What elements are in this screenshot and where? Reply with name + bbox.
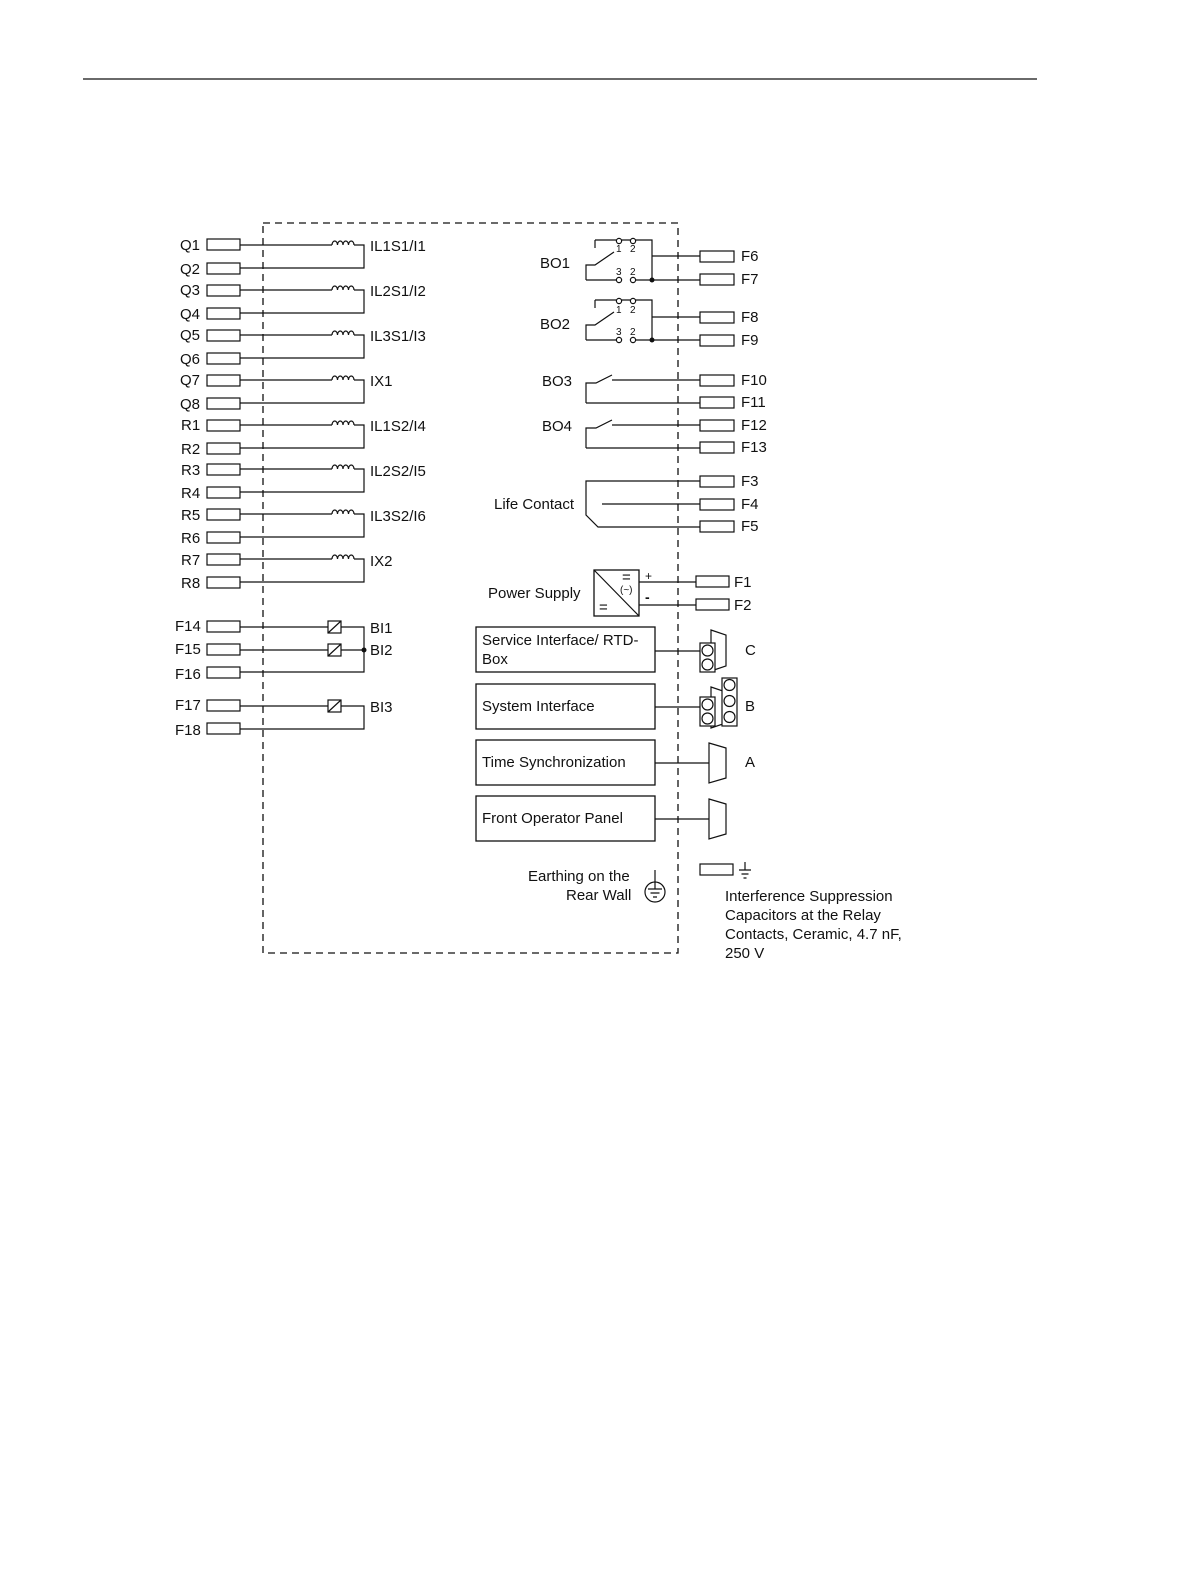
terminal-box	[700, 476, 734, 487]
contact-number: 2	[630, 267, 636, 278]
terminal-label: R2	[181, 441, 201, 458]
ct-wiring	[240, 469, 364, 492]
polarity-minus: -	[645, 589, 650, 605]
ct-wiring	[240, 425, 364, 448]
terminal-label: F18	[175, 722, 201, 739]
contact-number: 2	[630, 327, 636, 338]
ct-inputs-group	[207, 239, 364, 588]
ct-input-label: IL1S2/I4	[370, 418, 426, 435]
terminal-box	[696, 576, 729, 587]
optocoupler-icon	[328, 644, 341, 656]
terminal-label: F10	[741, 372, 767, 389]
contact-number: 2	[630, 244, 636, 255]
terminal-box	[700, 274, 734, 285]
bo3-normally-open-contact	[586, 375, 700, 403]
terminal-box	[700, 499, 734, 510]
terminal-box	[207, 464, 240, 475]
binary-input-label: BI2	[370, 642, 393, 659]
terminal-label: R8	[181, 575, 201, 592]
binary-output-label: BO4	[542, 418, 573, 435]
ct-input-label: IL3S2/I6	[370, 508, 426, 525]
connector-c-icon	[700, 630, 726, 672]
contact-number: 2	[630, 305, 636, 316]
bo1-changeover-contact	[586, 238, 700, 282]
terminal-box	[700, 397, 734, 408]
terminal-box	[696, 599, 729, 610]
terminal-box	[207, 285, 240, 296]
terminal-label: F1	[734, 574, 752, 591]
terminal-box	[700, 420, 734, 431]
terminal-label: R1	[181, 417, 201, 434]
ct-wiring	[240, 380, 364, 403]
interface-label: Service Interface/ RTD-	[482, 632, 639, 649]
ct-coil-icon	[332, 510, 354, 514]
suppression-note: Interference Suppression	[725, 888, 893, 905]
suppression-note: 250 V	[725, 945, 765, 962]
ct-input-label: IL1S1/I1	[370, 238, 426, 255]
port-label: A	[745, 754, 756, 771]
earthing-label: Earthing on the	[528, 868, 630, 885]
binary-inputs-group	[207, 621, 367, 734]
terminal-box	[207, 723, 240, 734]
earth-icon	[645, 870, 665, 902]
terminal-box	[207, 644, 240, 655]
terminal-box	[207, 239, 240, 250]
terminal-label: R3	[181, 462, 201, 479]
connector-b-icon	[700, 678, 737, 728]
port-label: C	[745, 642, 756, 659]
terminal-label: F6	[741, 248, 759, 265]
terminal-label: F12	[741, 417, 767, 434]
terminal-box	[207, 353, 240, 364]
terminal-label: F17	[175, 697, 201, 714]
terminal-label: F3	[741, 473, 759, 490]
terminal-label: F5	[741, 518, 759, 535]
terminal-label: F9	[741, 332, 759, 349]
binary-output-label: BO3	[542, 373, 573, 390]
terminal-box	[207, 700, 240, 711]
terminal-label: F13	[741, 439, 767, 456]
ct-wiring	[240, 514, 364, 537]
ct-coil-icon	[332, 555, 354, 559]
terminal-box	[700, 312, 734, 323]
connector-front-icon	[709, 799, 726, 839]
contact-number: 3	[616, 327, 622, 338]
terminal-label: Q3	[180, 282, 201, 299]
binary-output-label: BO1	[540, 255, 571, 272]
terminal-label: F2	[734, 597, 752, 614]
terminal-box	[207, 554, 240, 565]
ct-input-label: IX1	[370, 373, 393, 390]
terminal-label: Q7	[180, 372, 201, 389]
life-contact-wiring	[586, 481, 700, 527]
terminal-box	[207, 532, 240, 543]
interface-label: System Interface	[482, 698, 595, 715]
terminal-box	[700, 442, 734, 453]
terminal-label: Q6	[180, 351, 201, 368]
bo2-changeover-contact	[586, 298, 700, 342]
terminal-box	[700, 375, 734, 386]
terminal-box	[207, 375, 240, 386]
ct-input-label: IL3S1/I3	[370, 328, 426, 345]
ct-input-label: IX2	[370, 553, 393, 570]
terminal-label: R6	[181, 530, 201, 547]
connector-a-icon	[709, 743, 726, 783]
life-contact-label: Life Contact	[494, 496, 575, 513]
ct-coil-icon	[332, 286, 354, 290]
binary-input-label: BI3	[370, 699, 393, 716]
bo4-normally-open-contact	[586, 420, 700, 448]
power-supply-symbol: (~)	[620, 585, 633, 596]
junction-dot	[362, 648, 367, 653]
terminal-box	[700, 864, 733, 875]
terminal-label: Q8	[180, 396, 201, 413]
interface-label: Time Synchronization	[482, 754, 626, 771]
ct-wiring	[240, 335, 364, 358]
terminal-label: F8	[741, 309, 759, 326]
terminal-box	[207, 398, 240, 409]
ct-input-label: IL2S2/I5	[370, 463, 426, 480]
terminal-box	[207, 420, 240, 431]
polarity-plus: +	[645, 569, 653, 583]
port-label: B	[745, 698, 756, 715]
ct-wiring	[240, 559, 364, 582]
ct-wiring	[240, 245, 364, 268]
terminal-label: Q2	[180, 261, 201, 278]
optocoupler-icon	[328, 621, 341, 633]
terminal-box	[700, 251, 734, 262]
terminal-label: F14	[175, 618, 201, 635]
terminal-box	[207, 667, 240, 678]
terminal-box	[700, 335, 734, 346]
terminal-label: Q4	[180, 306, 201, 323]
terminal-box	[207, 577, 240, 588]
terminal-label: R4	[181, 485, 201, 502]
suppression-note: Capacitors at the Relay	[725, 907, 881, 924]
terminal-label: F11	[741, 394, 766, 411]
interface-label: Box	[482, 651, 508, 668]
ct-coil-icon	[332, 465, 354, 469]
ct-coil-icon	[332, 331, 354, 335]
terminal-label: F7	[741, 271, 759, 288]
terminal-label: R5	[181, 507, 201, 524]
terminal-label: R7	[181, 552, 201, 569]
terminal-box	[207, 443, 240, 454]
ct-input-label: IL2S1/I2	[370, 283, 426, 300]
terminal-box	[207, 308, 240, 319]
ct-wiring	[240, 290, 364, 313]
terminal-box	[207, 509, 240, 520]
earthing-label: Rear Wall	[566, 887, 632, 904]
terminal-box	[207, 263, 240, 274]
interface-label: Front Operator Panel	[482, 810, 623, 827]
terminal-box	[700, 521, 734, 532]
contact-number: 3	[616, 267, 622, 278]
suppression-note: Contacts, Ceramic, 4.7 nF,	[725, 926, 902, 943]
terminal-label: Q1	[180, 237, 201, 254]
power-supply-label: Power Supply	[488, 585, 581, 602]
ct-coil-icon	[332, 376, 354, 380]
optocoupler-icon	[328, 700, 341, 712]
bi-wiring	[240, 627, 364, 729]
terminal-label: F15	[175, 641, 201, 658]
terminal-label: Q5	[180, 327, 201, 344]
binary-input-label: BI1	[370, 620, 393, 637]
terminal-box	[207, 621, 240, 632]
binary-output-label: BO2	[540, 316, 571, 333]
ct-coil-icon	[332, 241, 354, 245]
power-supply-symbol: =	[622, 569, 631, 586]
contact-number: 1	[616, 305, 622, 316]
power-supply-symbol: =	[599, 599, 608, 616]
contact-number: 1	[616, 244, 622, 255]
terminal-box	[207, 487, 240, 498]
ground-symbol-icon	[739, 862, 751, 878]
ct-coil-icon	[332, 421, 354, 425]
terminal-label: F4	[741, 496, 759, 513]
terminal-label: F16	[175, 666, 201, 683]
terminal-box	[207, 330, 240, 341]
